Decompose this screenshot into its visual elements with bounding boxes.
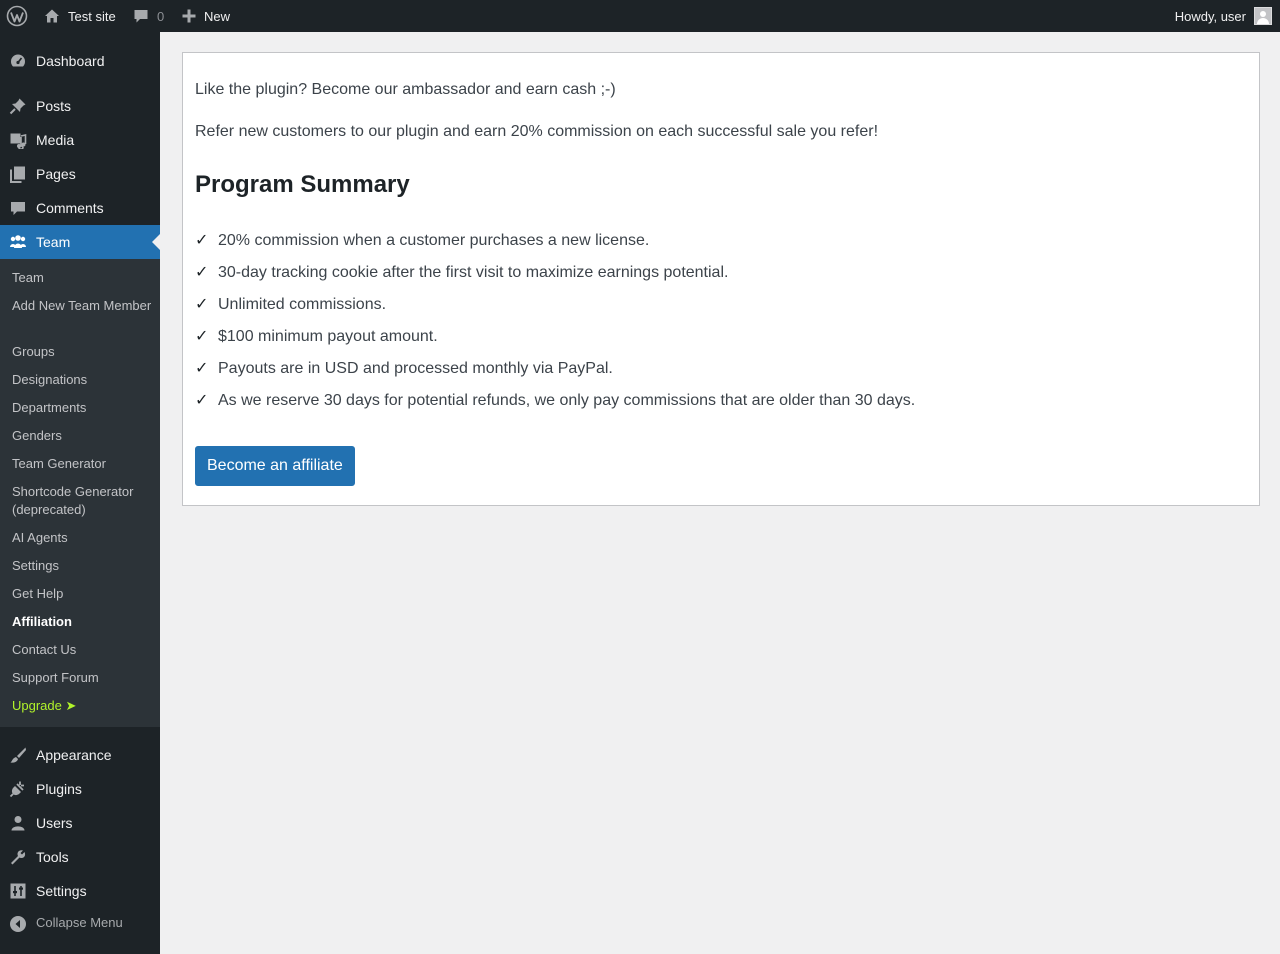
feature-item [195, 294, 386, 314]
menu-label: Comments [36, 200, 104, 216]
feature-item [195, 326, 438, 346]
collapse-label: Collapse Menu [36, 915, 123, 930]
program-summary-heading: Program Summary [195, 171, 410, 198]
avatar [1254, 7, 1272, 25]
feature-text: $100 minimum payout amount. [218, 328, 438, 345]
menu-team[interactable] [0, 225, 160, 259]
submenu-get-help[interactable]: Get Help [12, 586, 64, 601]
menu-plugins[interactable] [0, 772, 160, 806]
wordpress-icon [6, 5, 28, 27]
check-icon: ✓ [195, 328, 209, 345]
wp-logo-link[interactable] [6, 0, 28, 32]
pin-icon [9, 97, 27, 115]
submenu-departments[interactable]: Departments [12, 400, 87, 415]
feature-text: Payouts are in USD and processed monthly via PayPal. [218, 360, 613, 377]
wrench-icon [9, 848, 27, 866]
plus-icon [182, 9, 196, 23]
menu-label: Appearance [36, 747, 112, 763]
menu-media[interactable] [0, 123, 160, 157]
comments-link[interactable] [133, 0, 164, 32]
refer-text: Refer new customers to our plugin and earn 20% commission on each successful sale you refer! [195, 123, 879, 140]
menu-label: Pages [36, 166, 76, 182]
check-icon: ✓ [195, 296, 209, 313]
submenu-groups[interactable]: Groups [12, 344, 55, 359]
menu-label: Team [36, 234, 71, 250]
submenu-shortcode-generator[interactable]: Shortcode Generator (deprecated) [12, 484, 134, 517]
user-icon [9, 814, 27, 832]
comment-count: 0 [157, 8, 165, 24]
feature-text: 20% commission when a customer purchases a new license. [218, 232, 650, 249]
menu-users[interactable] [0, 806, 160, 840]
feature-item [195, 390, 915, 410]
submenu-support-forum[interactable]: Support Forum [12, 670, 99, 685]
affiliation-panel [182, 52, 1260, 506]
submenu-team[interactable]: Team [12, 270, 44, 285]
feature-text: Unlimited commissions. [218, 296, 387, 313]
feature-text: 30-day tracking cookie after the first visit to maximize earnings potential. [218, 264, 729, 281]
admin-bar [0, 0, 1280, 32]
submenu-contact-us[interactable]: Contact Us [12, 642, 77, 657]
submenu-upgrade[interactable]: Upgrade ➤ [12, 698, 77, 713]
menu-label: Plugins [36, 781, 82, 797]
feature-item [195, 230, 649, 250]
my-account-link[interactable] [1175, 0, 1272, 32]
team-submenu [0, 259, 160, 727]
submenu-team-generator[interactable]: Team Generator [12, 456, 106, 471]
pages-icon [9, 165, 27, 183]
menu-settings[interactable] [0, 874, 160, 908]
submenu-settings[interactable]: Settings [12, 558, 59, 573]
submenu-designations[interactable]: Designations [12, 372, 88, 387]
team-icon [9, 233, 27, 251]
submenu-genders[interactable]: Genders [12, 428, 62, 443]
check-icon: ✓ [195, 264, 209, 281]
check-icon: ✓ [195, 360, 209, 377]
admin-sidebar [0, 32, 160, 954]
menu-label: Posts [36, 98, 72, 114]
feature-text: As we reserve 30 days for potential refunds, we only pay commissions that are older than 30 days. [218, 392, 916, 409]
submenu-affiliation[interactable]: Affiliation [12, 614, 72, 629]
menu-label: Dashboard [36, 53, 105, 69]
feature-item [195, 262, 728, 282]
submenu-add-new-team-member[interactable]: Add New Team Member [12, 298, 152, 313]
menu-label: Tools [36, 849, 69, 865]
menu-comments[interactable] [0, 191, 160, 225]
feature-item [195, 358, 613, 378]
dashboard-icon [9, 52, 27, 70]
menu-dashboard[interactable] [0, 44, 160, 78]
new-content-link[interactable] [182, 0, 230, 32]
menu-tools[interactable] [0, 840, 160, 874]
brush-icon [9, 746, 27, 764]
menu-pages[interactable] [0, 157, 160, 191]
check-icon: ✓ [195, 392, 209, 409]
intro-text: Like the plugin? Become our ambassador and earn cash ;-) [195, 81, 616, 98]
submenu-ai-agents[interactable]: AI Agents [12, 530, 68, 545]
menu-label: Media [36, 132, 75, 148]
site-name: Test site [68, 8, 116, 24]
collapse-icon [9, 915, 27, 933]
become-affiliate-button[interactable]: Become an affiliate [195, 446, 355, 486]
site-name-link[interactable] [44, 0, 116, 32]
comment-icon [9, 199, 27, 217]
howdy-text: Howdy, user [1174, 8, 1246, 24]
menu-posts[interactable] [0, 89, 160, 123]
settings-icon [9, 882, 27, 900]
menu-label: Users [36, 815, 73, 831]
menu-label: Settings [36, 883, 87, 899]
comment-icon [133, 8, 149, 24]
home-icon [44, 8, 60, 24]
plugin-icon [9, 780, 27, 798]
new-label: New [204, 8, 231, 24]
check-icon: ✓ [195, 232, 209, 249]
menu-appearance[interactable] [0, 738, 160, 772]
media-icon [9, 131, 27, 149]
collapse-menu-button[interactable] [0, 908, 160, 938]
